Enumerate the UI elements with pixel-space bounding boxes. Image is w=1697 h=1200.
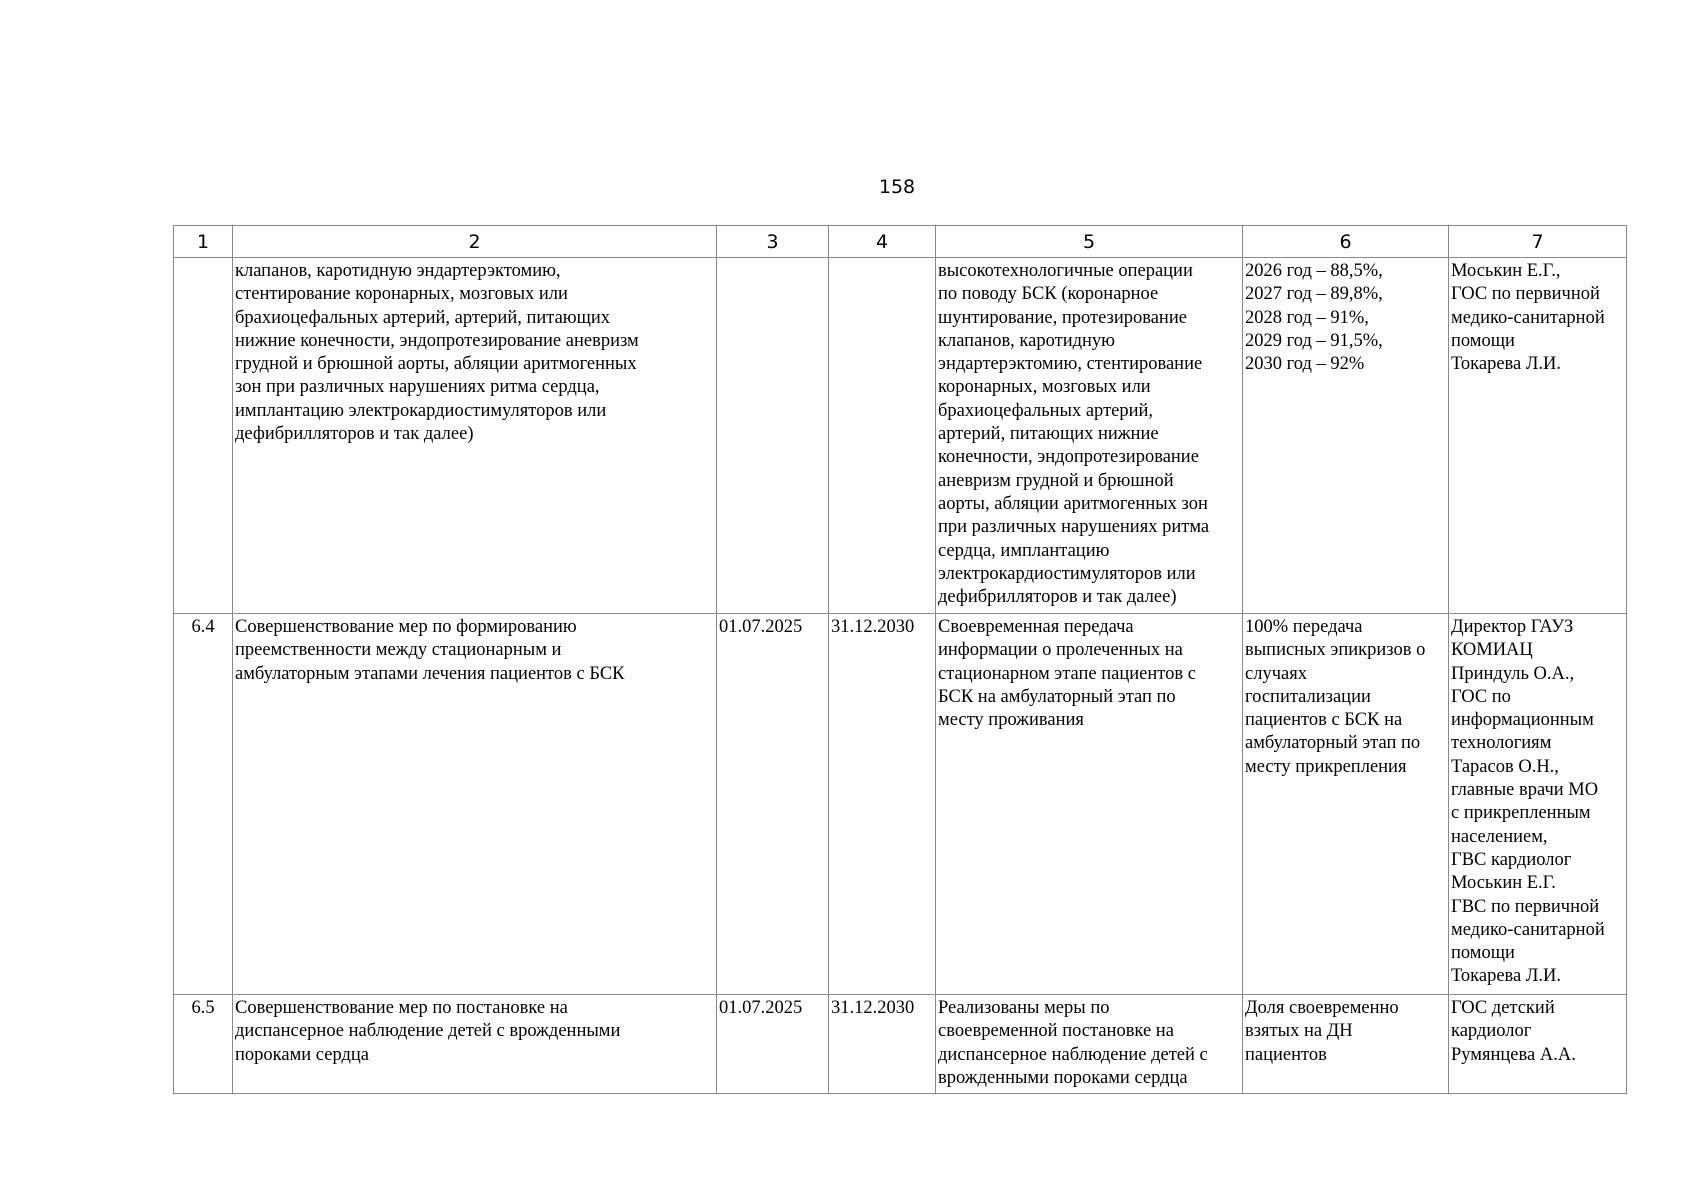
header-col-6: 6 [1243,226,1449,258]
end-date: 31.12.2030 [829,614,936,995]
header-col-3: 3 [717,226,829,258]
measures-table [173,225,1627,1094]
start-date: 01.07.2025 [717,614,829,995]
start-date [717,258,829,614]
header-row [174,226,1627,258]
expected-result: Реализованы меры по своевременной постановке на диспансерное наблюдение детей с врожденными пороками сердца [936,995,1243,1094]
header-col-4: 4 [829,226,936,258]
table-row [174,995,1627,1094]
measure-name: Совершенствование мер по формированию преемственности между стационарным и амбулаторным этапами лечения пациентов с БСК [233,614,717,995]
responsible: ГОС детский кардиолог Румянцева А.А. [1449,995,1627,1094]
page-number: 158 [878,176,916,198]
header-col-2: 2 [233,226,717,258]
indicator: 2026 год – 88,5%, 2027 год – 89,8%, 2028 год – 91%, 2029 год – 91,5%, 2030 год – 92% [1243,258,1449,614]
header-col-5: 5 [936,226,1243,258]
row-number [174,258,233,614]
row-number: 6.4 [174,614,233,995]
row-number: 6.5 [174,995,233,1094]
table-row [174,258,1627,614]
end-date [829,258,936,614]
expected-result: Своевременная передача информации о пролеченных на стационарном этапе пациентов с БСК на амбулаторный этап по месту проживания [936,614,1243,995]
measure-name: Совершенствование мер по постановке на диспансерное наблюдение детей с врожденными пороками сердца [233,995,717,1094]
responsible: Директор ГАУЗ КОМИАЦ Приндуль О.А., ГОС по информационным технологиям Тарасов О.Н., главные врачи МО с прикрепленным населением, ГВС кардиолог Моськин Е.Г. ГВС по первичной медико-санитарной помощи Токарева Л.И. [1449,614,1627,995]
start-date: 01.07.2025 [717,995,829,1094]
indicator: Доля своевременно взятых на ДН пациентов [1243,995,1449,1094]
header-col-1: 1 [174,226,233,258]
table-row [174,614,1627,995]
measure-name: клапанов, каротидную эндартерэктомию, стентирование коронарных, мозговых или брахиоцефальных артерий, артерий, питающих нижние конечности, эндопротезирование аневризм грудной и брюшной аорты, абляции аритмогенных зон при различных нарушениях ритма сердца, имплантацию электрокардиостимуляторов или дефибрилляторов и так далее) [233,258,717,614]
responsible: Моськин Е.Г., ГОС по первичной медико-санитарной помощи Токарева Л.И. [1449,258,1627,614]
end-date: 31.12.2030 [829,995,936,1094]
indicator: 100% передача выписных эпикризов о случаях госпитализации пациентов с БСК на амбулаторный этап по месту прикрепления [1243,614,1449,995]
expected-result: высокотехнологичные операции по поводу БСК (коронарное шунтирование, протезирование клапанов, каротидную эндартерэктомию, стентирование коронарных, мозговых или брахиоцефальных артерий, артерий, питающих нижние конечности, эндопротезирование аневризм грудной и брюшной аорты, абляции аритмогенных зон при различных нарушениях ритма сердца, имплантацию электрокардиостимуляторов или дефибрилляторов и так далее) [936,258,1243,614]
header-col-7: 7 [1449,226,1627,258]
